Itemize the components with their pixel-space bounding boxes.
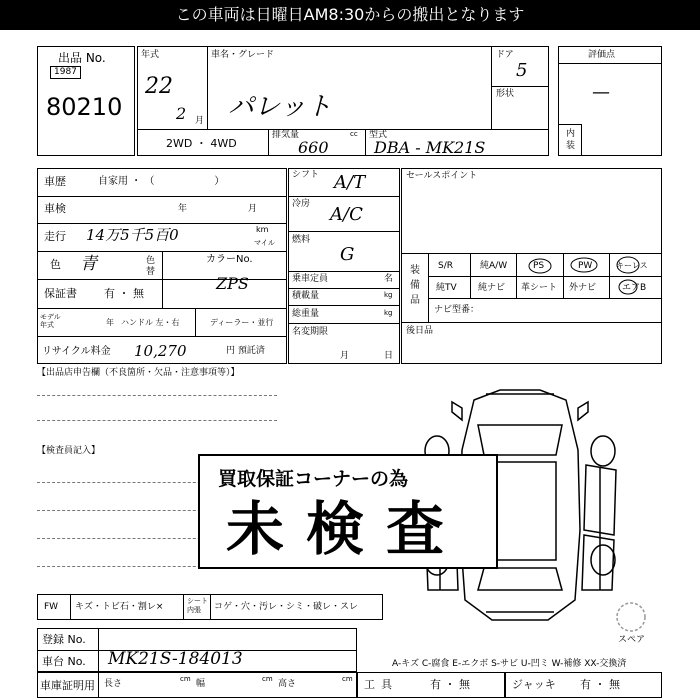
equip-pw: PW xyxy=(578,261,593,271)
equip-tv: 純TV xyxy=(436,283,457,293)
jack-label: ジャッキ xyxy=(512,678,556,691)
model-year-label: モデル年式 xyxy=(40,313,61,329)
equip-alloy: 純A/W xyxy=(480,261,508,271)
cert-label: 車庫証明用 xyxy=(40,679,95,692)
jack-options: 有 ・ 無 xyxy=(580,678,620,691)
equipment-label: 装備品 xyxy=(410,265,420,306)
declaration-label: 【出品店申告欄（不良箇所・欠品・注意事項等）】 xyxy=(37,368,240,378)
cc-value: 660 xyxy=(298,138,329,157)
spare-tire-icon xyxy=(614,600,648,634)
lot-number: 80210 xyxy=(46,93,123,121)
top-banner: この車両は日曜日AM8:30からの搬出となります xyxy=(0,0,700,30)
year-label: 年式 xyxy=(141,50,160,60)
year-value: 22 xyxy=(145,74,173,99)
fw-items: キズ・トビ石・割レ× xyxy=(75,602,164,612)
load-label: 積載量 xyxy=(292,291,320,301)
shift-label: シフト xyxy=(292,170,320,180)
model-year-unit: 年 xyxy=(106,318,114,327)
capacity-label: 乗車定員 xyxy=(292,274,329,284)
capacity-unit: 名 xyxy=(384,274,394,284)
stamp-line2: 未検査 xyxy=(226,495,467,563)
warranty-options: 有 ・ 無 xyxy=(104,287,144,300)
mileage-value: 14万5千5百0 xyxy=(86,226,179,244)
fuel-value: G xyxy=(340,244,355,265)
later-label: 後日品 xyxy=(406,326,434,336)
equip-leather: 革シート xyxy=(521,283,558,293)
equip-sr: S/R xyxy=(438,261,453,271)
registration-label: 登録 No. xyxy=(42,633,86,646)
recycle-unit: 円 預託済 xyxy=(226,346,265,356)
shift-value: A/T xyxy=(334,172,366,193)
model-label: 型式 xyxy=(369,130,388,140)
equip-keyless: キーレス xyxy=(616,261,648,270)
cc-unit: cc xyxy=(350,130,358,138)
damage-legend: A-キズ C-腐食 E-エクボ S-サビ U-凹ミ W-補修 XX-交換済 xyxy=(392,659,627,669)
mileage-label: 走行 xyxy=(44,230,66,243)
inspector-label: 【検査員記入】 xyxy=(37,446,101,456)
color-no-label: カラーNo. xyxy=(206,254,253,265)
drive-label: 2WD ・ 4WD xyxy=(166,137,237,150)
stamp-line1: 買取保証コーナーの為 xyxy=(218,468,409,490)
color-change-label: 色替 xyxy=(146,256,156,277)
sales-label: セールスポイント xyxy=(406,171,478,181)
handle-label: ハンドル 左・右 xyxy=(121,318,180,327)
car-name: パレット xyxy=(228,92,332,122)
name-label: 車名・グレード xyxy=(211,50,275,60)
deadline-day: 日 xyxy=(384,351,394,361)
cert-length-unit: cm xyxy=(180,675,191,683)
color-label: 色 xyxy=(50,258,61,271)
weight-unit: kg xyxy=(384,309,393,317)
lot-label: 出品 No. xyxy=(58,51,106,65)
tools-options: 有 ・ 無 xyxy=(430,678,470,691)
nav-type-label: ナビ型番： xyxy=(434,305,480,315)
equip-airbag: エアB xyxy=(622,283,647,293)
fw-label: FW xyxy=(44,602,59,612)
fuel-label: 燃料 xyxy=(292,235,311,245)
cert-width-unit: cm xyxy=(262,675,273,683)
cert-height-unit: cm xyxy=(342,675,353,683)
cert-height: 高さ xyxy=(278,679,297,689)
cc-label: 排気量 xyxy=(272,130,300,140)
inspection-month-unit: 月 xyxy=(248,204,258,214)
interior-label: 内装 xyxy=(566,129,576,151)
chassis-label: 車台 No. xyxy=(42,655,86,668)
door-value: 5 xyxy=(516,60,528,81)
equip-navi: 純ナビ xyxy=(478,283,506,293)
ac-label: 冷房 xyxy=(292,199,311,209)
history-label: 車歴 xyxy=(44,175,66,188)
chassis-value: MK21S-184013 xyxy=(108,649,243,669)
lot-sub: 1987 xyxy=(50,66,81,79)
color-value: 青 xyxy=(80,254,97,274)
seat-label: シート内張 xyxy=(187,597,208,614)
month-value: 2 xyxy=(176,104,187,123)
grade-label: 評価点 xyxy=(588,50,616,60)
tools-label: 工具 xyxy=(364,678,398,691)
door-label: ドア xyxy=(496,50,514,60)
deadline-month: 月 xyxy=(340,351,350,361)
grade-value: — xyxy=(592,82,610,103)
cert-width: 幅 xyxy=(196,679,206,689)
mile-unit: マイル xyxy=(254,239,275,247)
deadline-label: 名変期限 xyxy=(292,327,329,337)
spare-label: スペア xyxy=(618,635,646,645)
km-unit: km xyxy=(256,225,269,234)
history-value: 自家用 ・ （ ） xyxy=(98,176,225,187)
ac-value: A/C xyxy=(330,204,363,225)
month-unit: 月 xyxy=(195,116,205,126)
weight-label: 総重量 xyxy=(292,309,320,319)
equip-ext-navi: 外ナビ xyxy=(569,283,597,293)
recycle-value: 10,270 xyxy=(134,342,187,360)
inspection-year-unit: 年 xyxy=(178,204,188,214)
cert-length: 長さ xyxy=(104,679,123,689)
equip-ps: PS xyxy=(533,261,545,271)
dealer-label: ディーラー・並行 xyxy=(210,318,274,327)
model-value: DBA - MK21S xyxy=(374,138,486,157)
color-no-value: ZPS xyxy=(216,274,249,293)
inspection-label: 車検 xyxy=(44,202,66,215)
seat-items: コゲ・穴・汚レ・シミ・破レ・スレ xyxy=(214,602,359,612)
warranty-label: 保証書 xyxy=(44,287,77,300)
recycle-label: リサイクル料金 xyxy=(42,346,111,357)
load-unit: kg xyxy=(384,291,393,299)
shape-label: 形状 xyxy=(496,89,515,99)
